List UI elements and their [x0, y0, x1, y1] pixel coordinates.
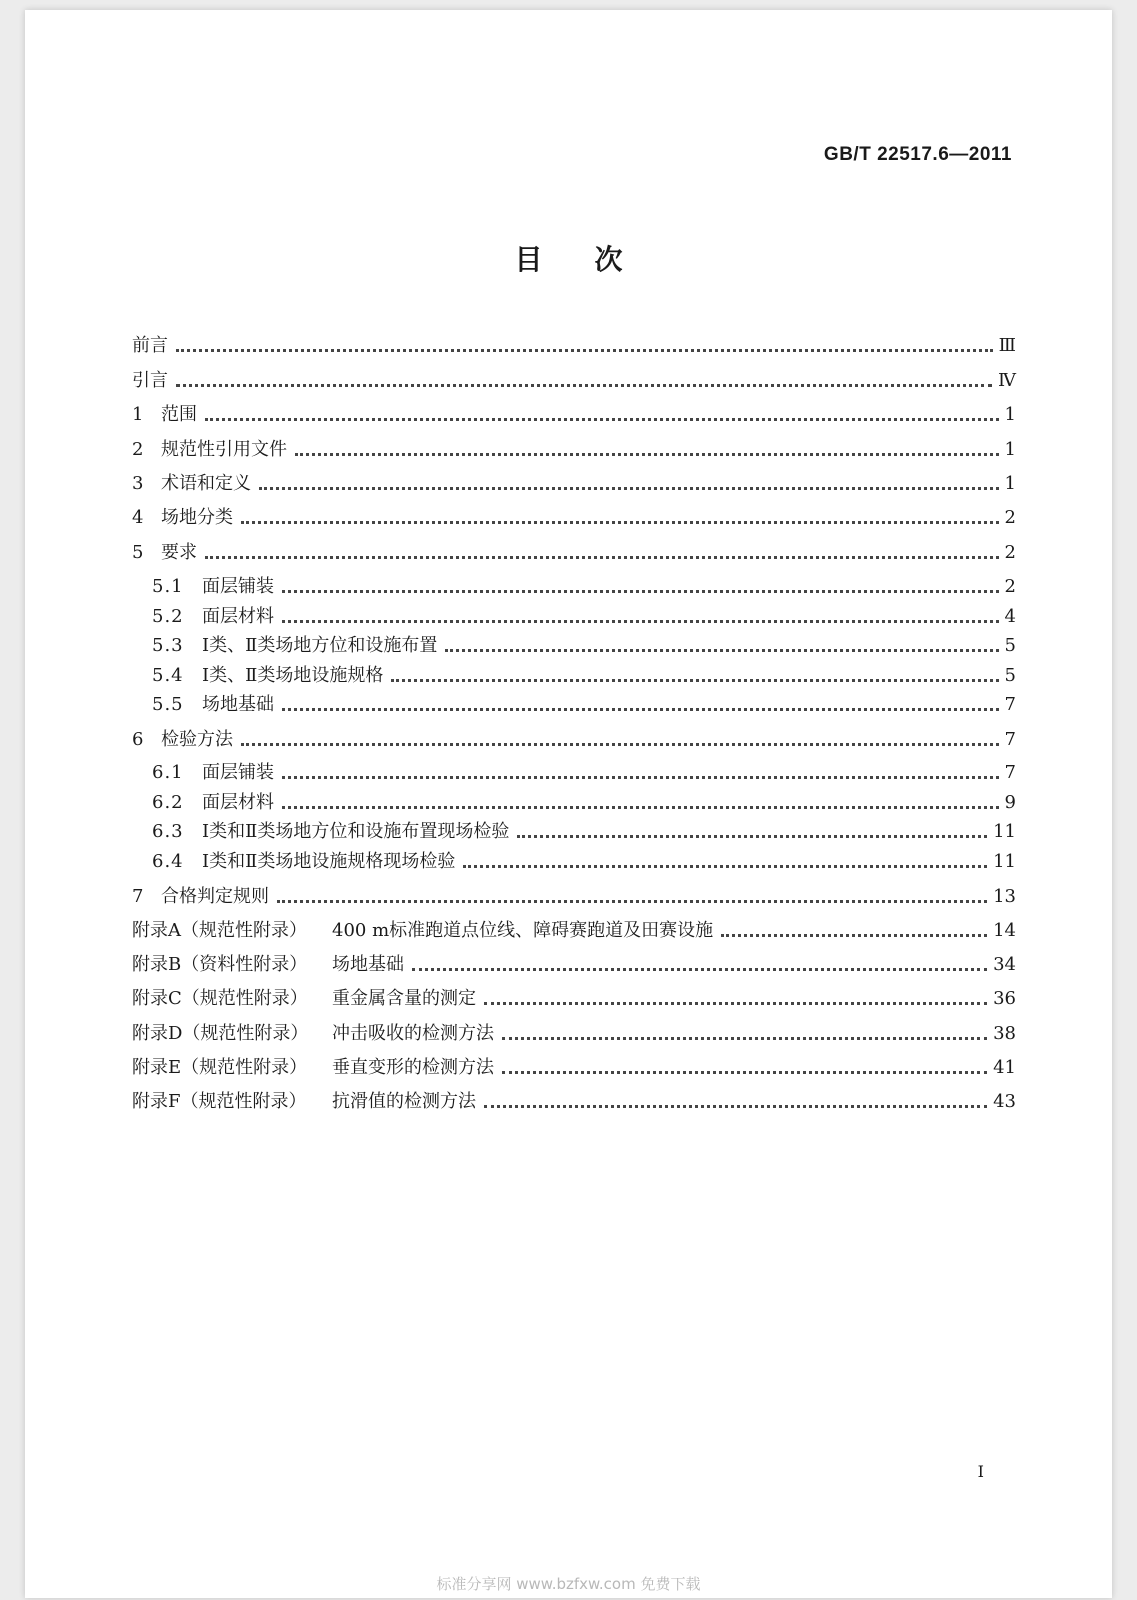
- toc-dot-leader: [295, 453, 999, 456]
- toc-entry-page: 11: [993, 821, 1016, 842]
- toc-entry-number: 附录C（规范性附录）: [132, 988, 308, 1009]
- toc-entry[interactable]: [152, 759, 1016, 787]
- toc-dot-leader: [176, 349, 993, 352]
- toc-entry[interactable]: [132, 367, 1016, 395]
- standard-code: GB/T 22517.6—2011: [823, 144, 1012, 165]
- toc-entry-number: 5.4: [152, 665, 184, 686]
- toc-entry-page: 1: [1004, 439, 1016, 460]
- toc-entry[interactable]: [132, 917, 1016, 945]
- toc-entry-title: 冲击吸收的检测方法: [332, 1023, 494, 1044]
- toc-entry-page: 38: [993, 1023, 1016, 1044]
- toc-entry-number: 4: [132, 507, 144, 528]
- toc-entry-page: 41: [993, 1057, 1016, 1078]
- toc-entry-page: 1: [1004, 473, 1016, 494]
- toc-entry-number: 3: [132, 473, 144, 494]
- toc-entry-title: 面层材料: [202, 792, 274, 813]
- toc-entry-page: 2: [1004, 507, 1016, 528]
- toc-entry-page: 11: [993, 851, 1016, 872]
- toc-entry[interactable]: [132, 1020, 1016, 1048]
- toc-entry-page: 34: [993, 954, 1016, 975]
- toc-entry[interactable]: [132, 1054, 1016, 1082]
- toc-entry-title: 范围: [161, 404, 197, 425]
- toc-dot-leader: [282, 806, 999, 809]
- toc-entry-title: 场地基础: [332, 954, 404, 975]
- toc-dot-leader: [282, 620, 999, 623]
- toc-entry-number: 5: [132, 542, 144, 563]
- toc-dot-leader: [176, 384, 992, 387]
- page-number: I: [977, 1462, 984, 1481]
- toc-entry[interactable]: [152, 662, 1016, 690]
- toc-entry-title: 场地分类: [161, 507, 233, 528]
- toc-dot-leader: [241, 521, 999, 524]
- toc-entry-page: 9: [1004, 792, 1016, 813]
- toc-entry-number: 6: [132, 729, 144, 750]
- toc-entry-title: 垂直变形的检测方法: [332, 1057, 494, 1078]
- toc-entry-title: Ⅰ类和Ⅱ类场地设施规格现场检验: [202, 851, 456, 872]
- toc-entry[interactable]: [132, 951, 1016, 979]
- toc-entry-title: 抗滑值的检测方法: [332, 1091, 476, 1112]
- toc-entry-page: 7: [1004, 762, 1016, 783]
- toc-dot-leader: [721, 934, 987, 937]
- toc-entry-number: 附录D（规范性附录）: [132, 1023, 309, 1044]
- toc-entry-page: 7: [1004, 694, 1016, 715]
- toc-entry-title: Ⅰ类、Ⅱ类场地设施规格: [202, 665, 384, 686]
- toc-entry-number: 6.2: [152, 792, 184, 813]
- toc-dot-leader: [391, 679, 998, 682]
- toc-entry[interactable]: [152, 818, 1016, 846]
- toc-entry-number: 6.1: [152, 762, 184, 783]
- toc-entry-title: 面层材料: [202, 606, 274, 627]
- toc-entry-title: 400 m标准跑道点位线、障碍赛跑道及田赛设施: [332, 920, 714, 941]
- toc-entry[interactable]: [152, 573, 1016, 601]
- toc-entry-page: 43: [993, 1091, 1016, 1112]
- toc-entry[interactable]: [152, 632, 1016, 660]
- watermark-text: 标准分享网 www.bzfxw.com 免费下载: [436, 1575, 701, 1593]
- toc-dot-leader: [259, 487, 999, 490]
- toc-entry[interactable]: [132, 436, 1016, 464]
- toc-entry[interactable]: [132, 883, 1016, 911]
- toc-entry-number: 附录A（规范性附录）: [132, 920, 307, 941]
- toc-entry-page: 1: [1004, 404, 1016, 425]
- toc-entry-page: Ⅳ: [998, 370, 1016, 391]
- toc-dot-leader: [205, 418, 999, 421]
- toc-entry-number: 2: [132, 439, 144, 460]
- toc-entry-title: 合格判定规则: [161, 886, 269, 907]
- toc-dot-leader: [412, 968, 987, 971]
- toc-entry-page: 2: [1004, 542, 1016, 563]
- toc-dot-leader: [241, 743, 999, 746]
- toc-entry-number: 6.4: [152, 851, 184, 872]
- toc-dot-leader: [445, 649, 998, 652]
- toc-dot-leader: [277, 900, 987, 903]
- toc-entry-title: 规范性引用文件: [161, 439, 287, 460]
- toc-entry-page: 5: [1004, 665, 1016, 686]
- toc-entry-title: 引言: [132, 370, 168, 391]
- toc-entry-title: 重金属含量的测定: [332, 988, 476, 1009]
- toc-entry-number: 5.3: [152, 635, 184, 656]
- toc-entry-page: 36: [993, 988, 1016, 1009]
- toc-entry-number: 5.2: [152, 606, 184, 627]
- toc-entry[interactable]: [152, 848, 1016, 876]
- toc-dot-leader: [282, 590, 999, 593]
- toc-entry[interactable]: [132, 539, 1016, 567]
- toc-entry-number: 附录F（规范性附录）: [132, 1091, 307, 1112]
- toc-entry-page: 4: [1004, 606, 1016, 627]
- toc-dot-leader: [484, 1002, 987, 1005]
- toc-dot-leader: [484, 1105, 987, 1108]
- toc-entry[interactable]: [132, 332, 1016, 360]
- toc-entry-title: 前言: [132, 335, 168, 356]
- document-page: [25, 10, 1112, 1598]
- toc-entry[interactable]: [152, 691, 1016, 719]
- toc-entry-number: 附录E（规范性附录）: [132, 1057, 308, 1078]
- toc-entry-number: 6.3: [152, 821, 184, 842]
- toc-entry-page: 2: [1004, 576, 1016, 597]
- toc-dot-leader: [282, 776, 999, 779]
- toc-entry-number: 5.5: [152, 694, 184, 715]
- toc-entry-title: 要求: [161, 542, 197, 563]
- toc-entry-title: 术语和定义: [161, 473, 251, 494]
- toc-dot-leader: [282, 708, 999, 711]
- toc-entry-page: 5: [1004, 635, 1016, 656]
- toc-entry-number: 7: [132, 886, 144, 907]
- toc-dot-leader: [502, 1037, 987, 1040]
- page-title: 目次: [514, 243, 675, 276]
- toc-entry-number: 1: [132, 404, 144, 425]
- toc-entry[interactable]: [132, 504, 1016, 532]
- toc-entry-number: 附录B（资料性附录）: [132, 954, 308, 975]
- toc-entry-title: 检验方法: [161, 729, 233, 750]
- toc-dot-leader: [502, 1071, 987, 1074]
- toc-entry[interactable]: [132, 401, 1016, 429]
- toc-entry-title: 场地基础: [202, 694, 274, 715]
- toc-entry-title: Ⅰ类、Ⅱ类场地方位和设施布置: [202, 635, 438, 656]
- toc-entry[interactable]: [152, 603, 1016, 631]
- toc-entry-title: Ⅰ类和Ⅱ类场地方位和设施布置现场检验: [202, 821, 510, 842]
- toc-entry[interactable]: [152, 789, 1016, 817]
- toc-entry-page: 7: [1004, 729, 1016, 750]
- toc-dot-leader: [517, 835, 987, 838]
- toc-entry[interactable]: [132, 985, 1016, 1013]
- toc-entry-number: 5.1: [152, 576, 184, 597]
- toc-dot-leader: [463, 865, 987, 868]
- toc-entry-title: 面层铺装: [202, 576, 274, 597]
- toc-entry[interactable]: [132, 1088, 1016, 1116]
- toc-entry[interactable]: [132, 470, 1016, 498]
- toc-entry-title: 面层铺装: [202, 762, 274, 783]
- toc-dot-leader: [205, 556, 999, 559]
- toc-entry-page: Ⅲ: [998, 335, 1016, 356]
- toc-entry[interactable]: [132, 726, 1016, 754]
- toc-entry-page: 13: [993, 886, 1016, 907]
- toc-entry-page: 14: [993, 920, 1016, 941]
